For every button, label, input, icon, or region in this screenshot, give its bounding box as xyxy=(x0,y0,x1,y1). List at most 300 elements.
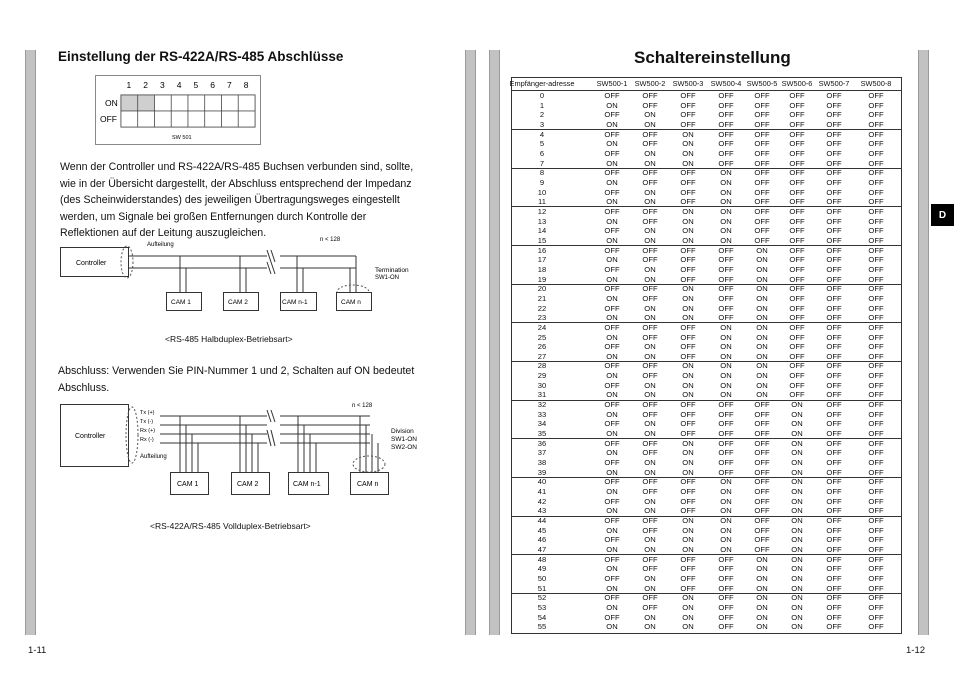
table-cell: ON xyxy=(644,535,656,545)
table-cell: ON xyxy=(756,554,768,564)
table-cell: OFF xyxy=(642,371,658,381)
table-cell: ON xyxy=(756,303,768,313)
table-header-cell: SW500-7 xyxy=(818,79,850,88)
table-cell: OFF xyxy=(604,574,620,583)
table-cell: OFF xyxy=(789,274,805,284)
dip-number: 1 xyxy=(126,80,132,90)
table-cell: OFF xyxy=(826,545,842,555)
table-cell: OFF xyxy=(868,274,884,284)
table-cell: ON xyxy=(644,264,656,274)
table-cell: OFF xyxy=(754,525,770,535)
table-cell: OFF xyxy=(826,119,842,129)
table-cell: ON xyxy=(606,390,618,400)
table-cell: 23 xyxy=(537,313,547,323)
table-cell: OFF xyxy=(604,361,620,371)
table-cell: 37 xyxy=(537,448,547,458)
table-cell: OFF xyxy=(642,438,658,448)
dip-caption: SW 501 xyxy=(172,135,192,141)
table-cell: ON xyxy=(791,419,803,429)
table-cell: OFF xyxy=(604,284,620,294)
table-cell: OFF xyxy=(642,139,658,149)
table-cell: OFF xyxy=(680,177,696,187)
d1-controller: Controller xyxy=(76,260,107,267)
d1-cam: CAM 1 xyxy=(171,299,191,306)
table-cell: OFF xyxy=(826,284,842,294)
table-cell: OFF xyxy=(718,400,734,410)
dip-number: 7 xyxy=(227,80,232,90)
table-cell: ON xyxy=(756,351,768,361)
table-cell: ON xyxy=(756,371,768,381)
table-cell: OFF xyxy=(868,545,884,555)
halfduplex-svg xyxy=(60,232,422,324)
table-cell: 21 xyxy=(537,293,547,303)
table-cell: OFF xyxy=(789,206,805,216)
table-cell: ON xyxy=(644,380,656,390)
table-cell: 8 xyxy=(539,168,545,178)
table-cell: 50 xyxy=(537,574,547,583)
table-cell: ON xyxy=(720,332,732,342)
dip-number: 3 xyxy=(160,80,165,90)
dip-switch-cell xyxy=(238,111,255,127)
table-cell: ON xyxy=(791,477,803,487)
table-cell: OFF xyxy=(826,438,842,448)
table-cell: OFF xyxy=(604,554,620,564)
d1-sw: SW1-ON xyxy=(375,275,399,281)
table-cell: OFF xyxy=(826,496,842,506)
table-cell: ON xyxy=(644,187,656,197)
table-cell: ON xyxy=(606,255,618,265)
table-cell: 31 xyxy=(537,390,547,400)
dip-switch-cell xyxy=(222,95,239,111)
table-cell: ON xyxy=(682,458,694,468)
table-cell: OFF xyxy=(642,129,658,139)
table-cell: OFF xyxy=(789,322,805,332)
table-cell: OFF xyxy=(826,293,842,303)
table-cell: ON xyxy=(606,506,618,516)
table-cell: ON xyxy=(644,274,656,284)
table-cell: OFF xyxy=(868,602,884,612)
table-cell: OFF xyxy=(826,622,842,632)
table-cell: ON xyxy=(644,506,656,516)
table-cell: 3 xyxy=(539,119,545,129)
table-cell: ON xyxy=(720,342,732,352)
d1-cam: CAM 2 xyxy=(228,299,248,306)
table-cell: OFF xyxy=(868,564,884,574)
table-cell: OFF xyxy=(754,458,770,468)
table-cell: ON xyxy=(756,593,768,603)
para-line: wie in der Übersicht dargestellt, der Abschluss entsprechend der Impedanz xyxy=(60,177,412,190)
table-cell: 29 xyxy=(537,371,547,381)
table-cell: ON xyxy=(791,496,803,506)
table-cell: OFF xyxy=(754,438,770,448)
table-cell: OFF xyxy=(604,322,620,332)
table-cell: 41 xyxy=(537,487,547,497)
table-cell: 39 xyxy=(537,467,547,477)
table-header-cell: Empfänger-adresse xyxy=(509,79,575,88)
table-cell: ON xyxy=(682,438,694,448)
table-cell: OFF xyxy=(826,506,842,516)
d2-signal: Tx (-) xyxy=(140,419,154,425)
table-cell: OFF xyxy=(604,419,620,429)
table-cell: OFF xyxy=(604,91,620,100)
table-cell: OFF xyxy=(868,119,884,129)
table-cell: OFF xyxy=(718,129,734,139)
table-cell: 28 xyxy=(537,361,547,371)
table-cell: ON xyxy=(682,545,694,555)
table-cell: OFF xyxy=(680,197,696,207)
dip-switch-cell xyxy=(188,111,205,127)
table-cell: ON xyxy=(756,380,768,390)
d2-controller: Controller xyxy=(75,433,106,440)
table-cell: OFF xyxy=(680,477,696,487)
halfduplex-diagram xyxy=(60,232,422,324)
table-cell: OFF xyxy=(604,148,620,158)
table-cell: ON xyxy=(644,148,656,158)
table-cell: OFF xyxy=(642,477,658,487)
table-cell: 13 xyxy=(537,216,547,226)
table-cell: OFF xyxy=(868,322,884,332)
table-cell: 45 xyxy=(537,525,547,535)
table-cell: OFF xyxy=(789,129,805,139)
table-cell: OFF xyxy=(789,351,805,361)
dip-switch-cell xyxy=(238,95,255,111)
table-cell: ON xyxy=(720,487,732,497)
dip-number: 6 xyxy=(210,80,215,90)
d1-aufteilung: Aufteilung xyxy=(147,242,174,248)
table-cell: ON xyxy=(756,255,768,265)
table-cell: 17 xyxy=(537,255,547,265)
table-cell: OFF xyxy=(754,516,770,526)
section-tab-d: D xyxy=(931,204,954,226)
table-cell: OFF xyxy=(604,303,620,313)
table-cell: ON xyxy=(644,583,656,593)
table-cell: OFF xyxy=(642,332,658,342)
table-cell: ON xyxy=(682,380,694,390)
table-cell: ON xyxy=(720,322,732,332)
table-cell: OFF xyxy=(826,139,842,149)
table-cell: OFF xyxy=(826,245,842,255)
table-cell: OFF xyxy=(868,554,884,564)
table-cell: OFF xyxy=(826,332,842,342)
table-cell: 49 xyxy=(537,564,547,574)
table-cell: ON xyxy=(644,226,656,236)
table-cell: OFF xyxy=(718,91,734,100)
table-cell: OFF xyxy=(718,293,734,303)
table-cell: OFF xyxy=(718,110,734,120)
table-cell: ON xyxy=(791,545,803,555)
table-cell: OFF xyxy=(826,380,842,390)
table-cell: ON xyxy=(720,216,732,226)
table-cell: OFF xyxy=(680,245,696,255)
table-cell: ON xyxy=(606,545,618,555)
table-cell: ON xyxy=(644,119,656,129)
table-cell: ON xyxy=(682,139,694,149)
d2-signal: Rx (-) xyxy=(140,437,154,443)
table-cell: ON xyxy=(756,602,768,612)
table-cell: OFF xyxy=(868,458,884,468)
d2-division: Division xyxy=(391,428,414,435)
table-cell: OFF xyxy=(718,458,734,468)
table-cell: ON xyxy=(606,235,618,245)
table-cell: OFF xyxy=(826,390,842,400)
fullduplex-diagram xyxy=(60,398,430,508)
table-cell: OFF xyxy=(868,177,884,187)
table-cell: OFF xyxy=(718,255,734,265)
table-cell: 19 xyxy=(537,274,547,284)
table-cell: OFF xyxy=(789,187,805,197)
table-cell: 10 xyxy=(537,187,547,197)
table-cell: OFF xyxy=(868,622,884,632)
table-cell: OFF xyxy=(604,264,620,274)
table-cell: ON xyxy=(644,429,656,439)
table-cell: OFF xyxy=(868,110,884,120)
table-cell: OFF xyxy=(868,255,884,265)
table-cell: OFF xyxy=(642,206,658,216)
table-cell: OFF xyxy=(789,303,805,313)
table-cell: ON xyxy=(606,197,618,207)
table-cell: 53 xyxy=(537,602,547,612)
table-cell: ON xyxy=(791,525,803,535)
table-cell: ON xyxy=(682,390,694,400)
table-cell: OFF xyxy=(868,284,884,294)
table-cell: OFF xyxy=(754,100,770,110)
table-cell: OFF xyxy=(868,303,884,313)
table-header-cell: SW500-4 xyxy=(710,79,742,88)
table-cell: ON xyxy=(644,342,656,352)
table-cell: 1 xyxy=(539,100,545,110)
table-cell: OFF xyxy=(754,206,770,216)
table-cell: OFF xyxy=(868,100,884,110)
table-cell: OFF xyxy=(826,525,842,535)
table-cell: OFF xyxy=(826,351,842,361)
table-cell: OFF xyxy=(868,467,884,477)
table-cell: ON xyxy=(720,351,732,361)
table-cell: OFF xyxy=(868,332,884,342)
table-cell: OFF xyxy=(642,177,658,187)
dip-switch-cell xyxy=(171,111,188,127)
d2-cam: CAM 2 xyxy=(237,481,259,488)
table-cell: 35 xyxy=(537,429,547,439)
table-cell: ON xyxy=(682,612,694,622)
table-cell: ON xyxy=(644,235,656,245)
table-cell: OFF xyxy=(826,574,842,583)
table-cell: ON xyxy=(644,545,656,555)
table-cell: 52 xyxy=(537,593,547,603)
table-cell: ON xyxy=(720,496,732,506)
table-cell: OFF xyxy=(680,496,696,506)
table-cell: ON xyxy=(756,342,768,352)
table-cell: OFF xyxy=(789,110,805,120)
table-cell: ON xyxy=(720,197,732,207)
dip-number: 8 xyxy=(243,80,249,90)
table-cell: OFF xyxy=(789,91,805,100)
table-cell: OFF xyxy=(789,255,805,265)
left-page-number: 1-11 xyxy=(28,645,47,656)
table-cell: OFF xyxy=(604,380,620,390)
right-page-bar xyxy=(918,50,929,635)
table-cell: ON xyxy=(606,177,618,187)
left-page-bar xyxy=(25,50,36,635)
table-cell: OFF xyxy=(754,110,770,120)
table-cell: OFF xyxy=(826,602,842,612)
table-cell: OFF xyxy=(718,448,734,458)
table-cell: ON xyxy=(682,303,694,313)
table-cell: 54 xyxy=(537,612,547,622)
table-cell: 18 xyxy=(537,264,547,274)
switch-table xyxy=(511,77,902,634)
table-cell: ON xyxy=(791,574,803,583)
table-cell: OFF xyxy=(604,206,620,216)
table-cell: OFF xyxy=(826,264,842,274)
table-cell: OFF xyxy=(868,516,884,526)
table-cell: 40 xyxy=(537,477,547,487)
d1-n-label: n < 128 xyxy=(320,237,341,243)
table-cell: OFF xyxy=(789,245,805,255)
table-cell: ON xyxy=(644,496,656,506)
table-cell: ON xyxy=(606,602,618,612)
table-cell: OFF xyxy=(604,593,620,603)
table-cell: OFF xyxy=(642,255,658,265)
table-cell: OFF xyxy=(826,371,842,381)
dip-switch-cell xyxy=(155,95,172,111)
table-cell: OFF xyxy=(868,506,884,516)
table-cell: ON xyxy=(644,467,656,477)
table-cell: OFF xyxy=(826,100,842,110)
table-cell: ON xyxy=(606,487,618,497)
d1-termination: Termination xyxy=(375,267,409,274)
table-cell: OFF xyxy=(789,284,805,294)
table-cell: OFF xyxy=(604,187,620,197)
intro-paragraph xyxy=(60,159,414,242)
table-cell: OFF xyxy=(642,245,658,255)
table-cell: OFF xyxy=(680,564,696,574)
table-cell: OFF xyxy=(680,274,696,284)
table-cell: OFF xyxy=(826,400,842,410)
table-cell: OFF xyxy=(868,487,884,497)
table-cell: OFF xyxy=(718,593,734,603)
table-cell: OFF xyxy=(680,168,696,178)
center-left-bar xyxy=(465,50,476,635)
table-cell: ON xyxy=(720,535,732,545)
dip-switch-cell xyxy=(155,111,172,127)
dip-switch-cell xyxy=(121,111,138,127)
table-cell: OFF xyxy=(754,187,770,197)
table-cell: OFF xyxy=(680,400,696,410)
table-cell: ON xyxy=(644,303,656,313)
table-cell: OFF xyxy=(718,612,734,622)
table-cell: OFF xyxy=(680,487,696,497)
table-cell: ON xyxy=(606,351,618,361)
table-cell: ON xyxy=(682,216,694,226)
table-cell: ON xyxy=(720,477,732,487)
d2-sw2: SW2-ON xyxy=(391,444,417,451)
table-cell: 15 xyxy=(537,235,547,245)
table-cell: ON xyxy=(756,390,768,400)
table-cell: ON xyxy=(756,564,768,574)
table-cell: 0 xyxy=(539,91,545,100)
table-cell: ON xyxy=(606,158,618,168)
table-cell: ON xyxy=(720,206,732,216)
table-cell: ON xyxy=(791,448,803,458)
table-cell: OFF xyxy=(789,177,805,187)
table-cell: 5 xyxy=(539,139,545,149)
table-cell: OFF xyxy=(604,245,620,255)
table-cell: ON xyxy=(606,293,618,303)
fullduplex-svg xyxy=(60,398,430,508)
table-cell: OFF xyxy=(680,110,696,120)
para-line: (des Scheinwiderstandes) des jeweiligen Übertragungsweges eingestellt xyxy=(60,194,400,207)
table-cell: OFF xyxy=(754,409,770,419)
table-cell: OFF xyxy=(826,458,842,468)
table-cell: ON xyxy=(791,535,803,545)
table-cell: OFF xyxy=(868,361,884,371)
table-cell: OFF xyxy=(718,419,734,429)
center-right-bar xyxy=(489,50,500,635)
table-cell: 30 xyxy=(537,380,547,390)
table-cell: OFF xyxy=(789,226,805,236)
table-cell: ON xyxy=(791,409,803,419)
table-header-cell: SW500-6 xyxy=(781,79,813,88)
table-cell: OFF xyxy=(680,91,696,100)
table-cell: 47 xyxy=(537,545,547,555)
table-cell: OFF xyxy=(604,516,620,526)
table-cell: OFF xyxy=(604,438,620,448)
table-cell: ON xyxy=(756,322,768,332)
table-cell: OFF xyxy=(754,448,770,458)
table-header-cell: SW500-8 xyxy=(860,79,892,88)
table-cell: OFF xyxy=(868,351,884,361)
table-cell: OFF xyxy=(868,235,884,245)
table-cell: OFF xyxy=(868,525,884,535)
table-cell: ON xyxy=(682,284,694,294)
table-cell: 38 xyxy=(537,458,547,468)
table-cell: OFF xyxy=(868,187,884,197)
table-cell: ON xyxy=(606,332,618,342)
d1-cam: CAM n-1 xyxy=(282,299,308,306)
dip-off-label: OFF xyxy=(100,114,117,124)
dip-switch-diagram xyxy=(95,75,261,145)
table-cell: ON xyxy=(644,110,656,120)
table-cell: ON xyxy=(644,574,656,583)
table-cell: OFF xyxy=(642,516,658,526)
table-cell: 22 xyxy=(537,303,547,313)
table-cell: OFF xyxy=(868,216,884,226)
table-cell: OFF xyxy=(680,429,696,439)
table-cell: 9 xyxy=(539,177,545,187)
table-cell: ON xyxy=(756,264,768,274)
table-cell: OFF xyxy=(754,139,770,149)
table-cell: OFF xyxy=(680,342,696,352)
table-cell: OFF xyxy=(868,477,884,487)
table-cell: OFF xyxy=(642,168,658,178)
table-cell: OFF xyxy=(868,612,884,622)
table-cell: OFF xyxy=(754,119,770,129)
table-cell: OFF xyxy=(868,91,884,100)
table-cell: ON xyxy=(791,622,803,632)
table-cell: ON xyxy=(644,622,656,632)
table-cell: 11 xyxy=(538,197,546,207)
table-cell: 7 xyxy=(539,158,545,168)
table-cell: ON xyxy=(791,593,803,603)
d2-cam: CAM n xyxy=(357,481,379,488)
table-cell: OFF xyxy=(868,448,884,458)
table-cell: OFF xyxy=(604,535,620,545)
table-cell: OFF xyxy=(868,535,884,545)
table-cell: ON xyxy=(791,602,803,612)
table-cell: OFF xyxy=(642,487,658,497)
table-cell: OFF xyxy=(868,148,884,158)
table-cell: OFF xyxy=(789,342,805,352)
